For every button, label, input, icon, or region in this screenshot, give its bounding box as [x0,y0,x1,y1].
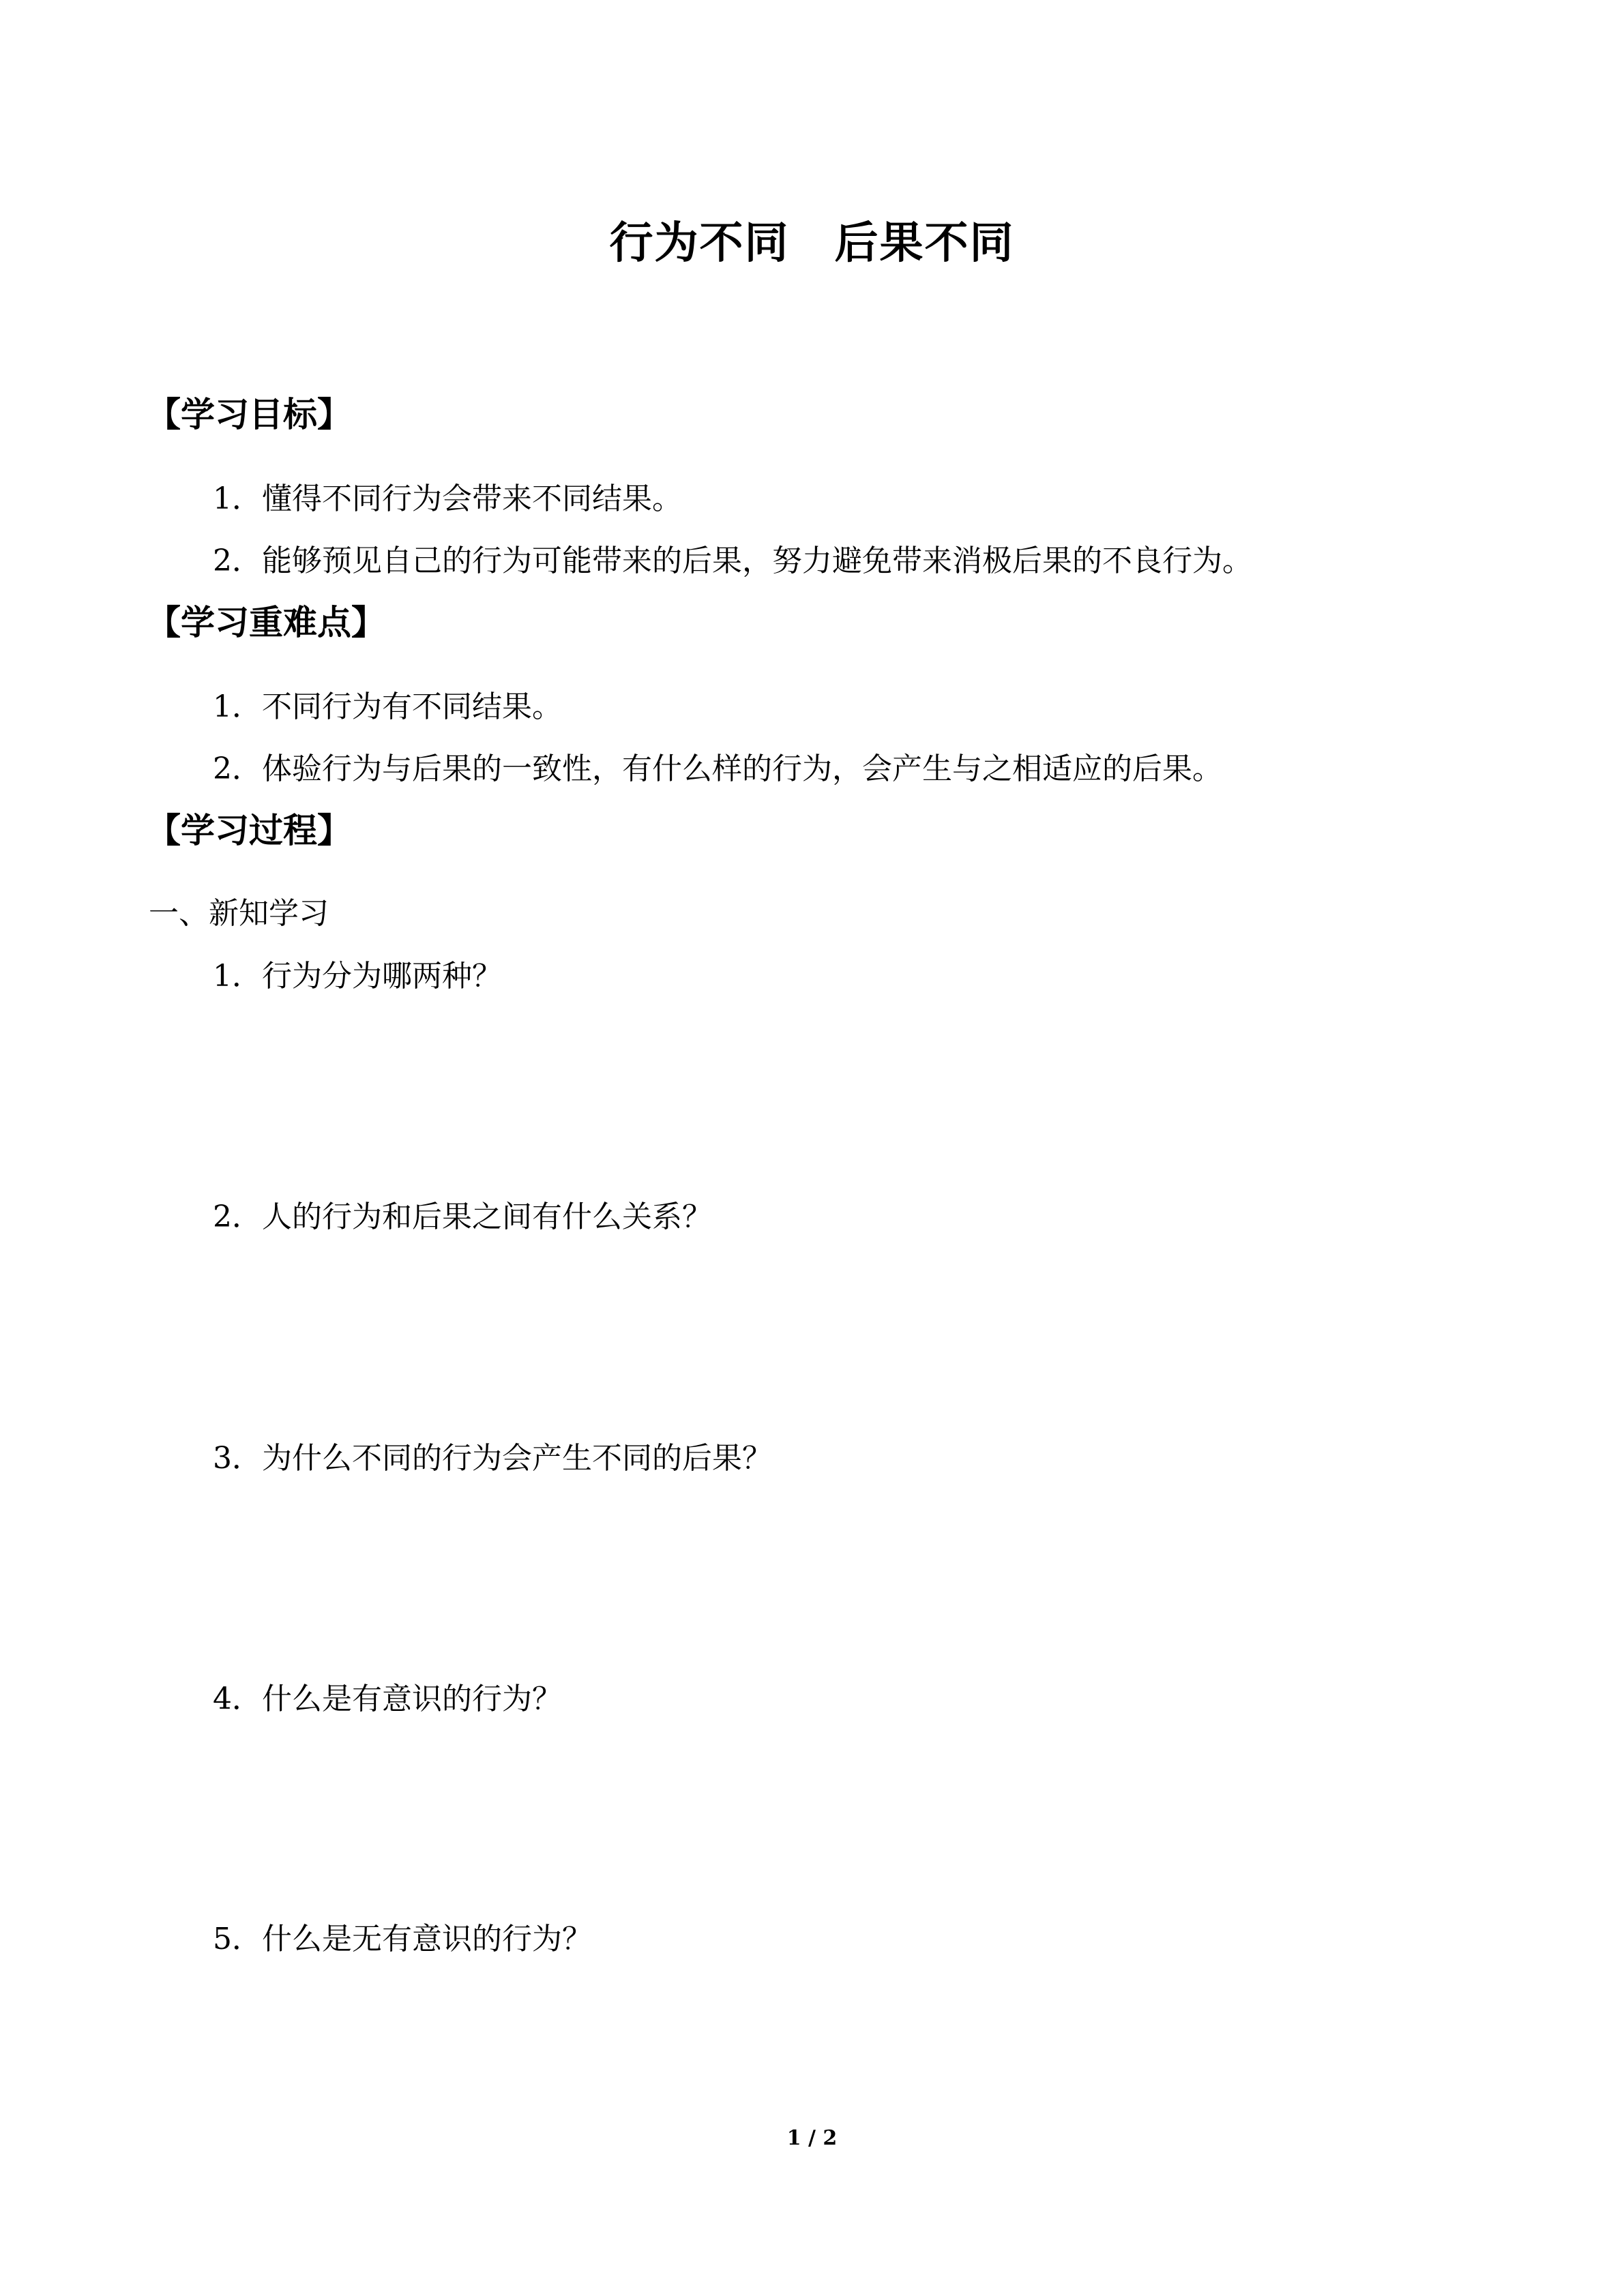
objective-item: 1．懂得不同行为会带来不同结果。 [213,481,682,516]
section-heading-objectives: 【学习目标】 [147,394,351,434]
section-heading-key-points: 【学习重难点】 [147,602,385,642]
question-item: 5．什么是无有意识的行为？ [213,1922,592,1956]
page-number: 1 / 2 [786,2126,838,2150]
question-item: 1．行为分为哪两种？ [213,959,502,994]
page-title: 行为不同 后果不同 [609,218,1015,269]
subsection-new-knowledge: 一、新知学习 [149,896,329,931]
objective-item: 2．能够预见自己的行为可能带来的后果，努力避免带来消极后果的不良行为。 [213,543,1252,578]
question-item: 2．人的行为和后果之间有什么关系？ [213,1199,712,1234]
question-item: 3．为什么不同的行为会产生不同的后果？ [213,1441,772,1476]
key-point-item: 2．体验行为与后果的一致性，有什么样的行为，会产生与之相适应的后果。 [213,751,1222,786]
section-heading-process: 【学习过程】 [147,810,351,850]
question-item: 4．什么是有意识的行为？ [213,1682,562,1716]
key-point-item: 1．不同行为有不同结果。 [213,689,562,724]
